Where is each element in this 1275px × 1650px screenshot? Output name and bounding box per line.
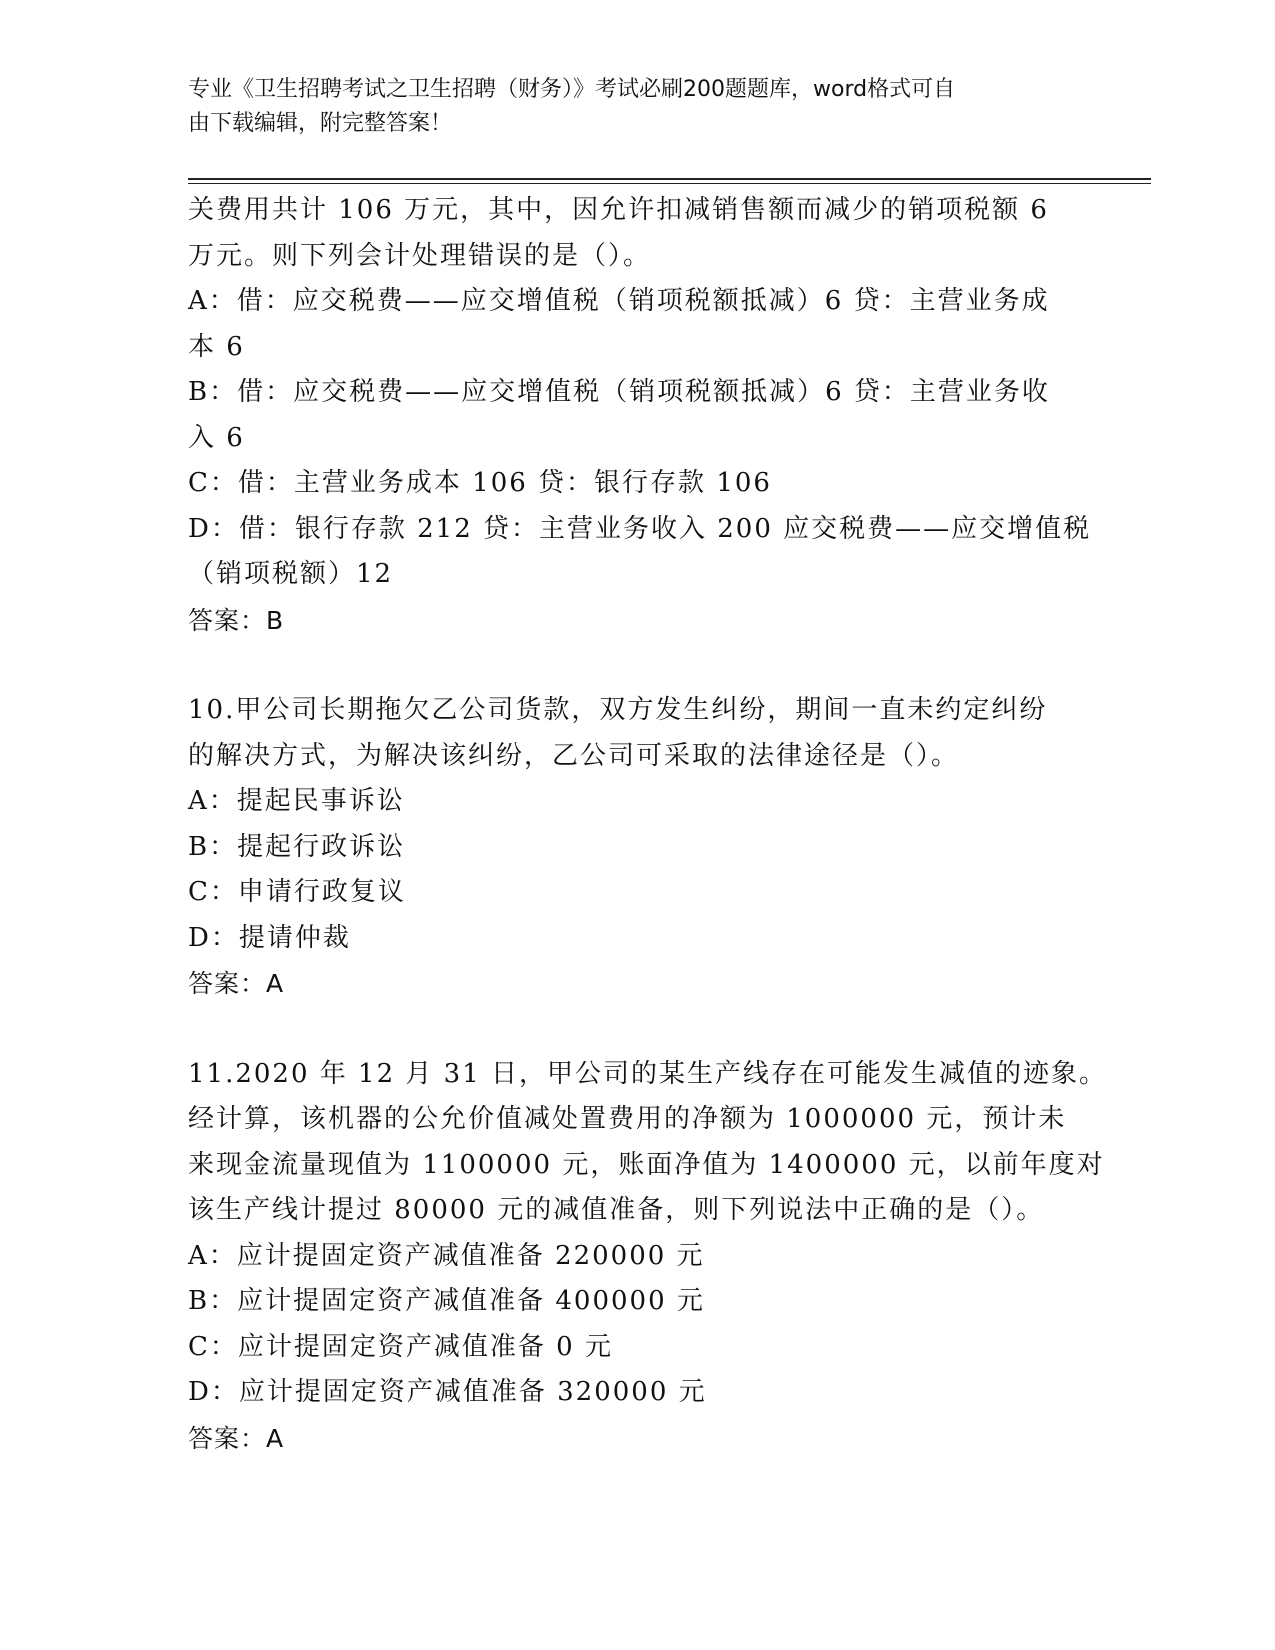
question-11 [188,1052,1108,1462]
question-10 [188,688,1088,1007]
header-divider-thin [188,183,1151,184]
option-b: B：借：应交税费——应交增值税（销项税额抵减）6 贷：主营业务收 [188,377,1050,407]
option-d: D：借：银行存款 212 贷：主营业务收入 200 应交税费——应交增值税 [188,513,1092,544]
answer: 答案：A [188,1423,285,1453]
option-c: C：申请行政复议 [188,877,406,907]
option-b: B：提起行政诉讼 [188,831,406,862]
option-a: 本 6 [188,331,245,362]
question-stem: 11.2020 年 12 月 31 日，甲公司的某生产线存在可能发生减值的迹象。 [188,1058,1108,1089]
option-c: C：借：主营业务成本 106 贷：银行存款 106 [188,468,772,498]
question-stem: 的解决方式，为解决该纠纷，乙公司可采取的法律途径是（）。 [188,740,960,771]
option-a: A：借：应交税费——应交增值税（销项税额抵减）6 贷：主营业务成 [188,286,1050,316]
option-c: C：应计提固定资产减值准备 0 元 [188,1331,613,1362]
document-header [188,73,1088,141]
option-a: A：提起民事诉讼 [188,786,405,816]
question-stem: 关费用共计 106 万元，其中，因允许扣减销售额而减少的销项税额 6 [188,195,1049,225]
answer: 答案：A [188,969,285,998]
question-stem: 万元。则下列会计处理错误的是（）。 [188,240,652,271]
question-spacer [188,1007,1088,1052]
document-body [188,188,1108,1461]
option-a: A：应计提固定资产减值准备 220000 元 [188,1240,705,1271]
question-9 [188,188,1092,643]
answer: 答案：B [188,605,285,635]
question-stem: 10.甲公司长期拖欠乙公司货款，双方发生纠纷，期间一直未约定纠纷 [188,695,1048,725]
question-stem: 来现金流量现值为 1100000 元，账面净值为 1400000 元，以前年度对 [188,1149,1105,1180]
question-stem: 该生产线计提过 80000 元的减值准备，则下列说法中正确的是（）。 [188,1195,1045,1225]
question-spacer [188,643,1088,688]
option-d: D：提请仲裁 [188,922,351,953]
option-d: （销项税额）12 [188,559,394,589]
header-line-1: 专业《卫生招聘考试之卫生招聘（财务）》考试必刷200题题库，word格式可自 [188,77,956,102]
option-b: B：应计提固定资产减值准备 400000 元 [188,1286,705,1316]
option-b: 入 6 [188,422,245,453]
header-divider-thick [188,178,1151,180]
header-line-2: 由下载编辑，附完整答案！ [188,111,453,136]
option-d: D：应计提固定资产减值准备 320000 元 [188,1377,707,1407]
question-stem: 经计算，该机器的公允价值减处置费用的净额为 1000000 元，预计未 [188,1104,1067,1134]
